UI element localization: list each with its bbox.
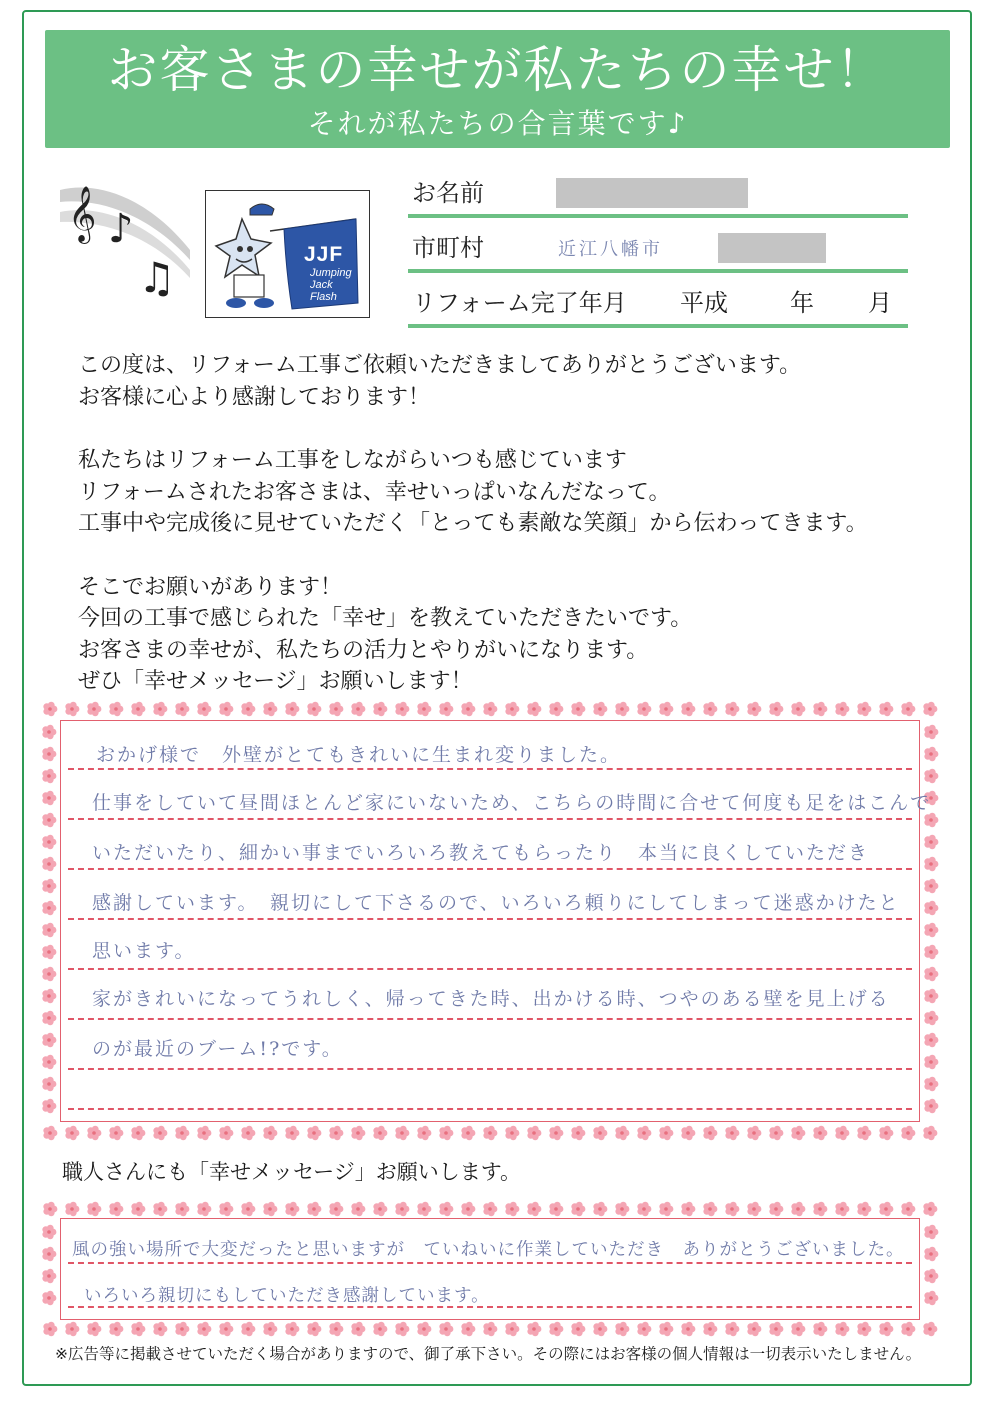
flower-icon xyxy=(439,1322,453,1336)
flower-icon xyxy=(42,967,56,981)
flower-icon xyxy=(263,702,277,716)
flower-icon xyxy=(901,1322,915,1336)
city-value: 近江八幡市 xyxy=(558,239,663,260)
flower-icon xyxy=(42,857,56,871)
logo-line2: Jack xyxy=(310,279,333,291)
flower-icon xyxy=(131,1322,145,1336)
flower-icon xyxy=(42,813,56,827)
flower-icon xyxy=(42,1033,56,1047)
name-row xyxy=(408,170,908,218)
flower-icon xyxy=(924,923,938,937)
flower-icon xyxy=(153,1202,167,1216)
flower-icon xyxy=(924,1269,938,1283)
customer-message-box xyxy=(60,720,920,1122)
flower-icon xyxy=(109,702,123,716)
flower-icon xyxy=(351,702,365,716)
flower-icon xyxy=(417,1202,431,1216)
flower-icon xyxy=(65,702,79,716)
flower-icon xyxy=(879,702,893,716)
flower-icon xyxy=(87,702,101,716)
flower-icon xyxy=(351,1126,365,1140)
flower-icon xyxy=(593,1202,607,1216)
flower-icon xyxy=(857,1126,871,1140)
name-label: お名前 xyxy=(412,179,484,207)
flower-icon xyxy=(395,1322,409,1336)
flower-icon xyxy=(725,1322,739,1336)
flower-icon xyxy=(924,747,938,761)
flower-icon xyxy=(241,1126,255,1140)
flower-icon xyxy=(307,1322,321,1336)
flower-icon xyxy=(42,725,56,739)
flower-icon xyxy=(879,1202,893,1216)
month-unit: 月 xyxy=(868,289,892,317)
flower-icon xyxy=(924,857,938,871)
flower-icon xyxy=(42,1269,56,1283)
flower-icon xyxy=(439,1202,453,1216)
flower-icon xyxy=(42,769,56,783)
flower-icon xyxy=(923,1322,937,1336)
flower-icon xyxy=(835,1126,849,1140)
intro-line: お客さまの幸せが、私たちの活力とやりがいになります。 xyxy=(78,637,649,663)
flower-icon xyxy=(615,1126,629,1140)
flower-icon xyxy=(857,702,871,716)
flower-icon xyxy=(615,1202,629,1216)
flower-icon xyxy=(197,702,211,716)
flower-icon xyxy=(219,1202,233,1216)
message-line: いただいたり、細かい事までいろいろ教えてもらったり 本当に良くしていただき xyxy=(92,842,870,864)
flower-icon xyxy=(329,1322,343,1336)
flower-icon xyxy=(571,1202,585,1216)
flower-icon xyxy=(901,1126,915,1140)
flower-icon xyxy=(747,702,761,716)
flower-icon xyxy=(153,1322,167,1336)
flower-icon xyxy=(197,1322,211,1336)
mascot-logo-icon xyxy=(206,191,368,316)
flower-icon xyxy=(637,1126,651,1140)
address-redaction xyxy=(718,233,826,263)
company-logo xyxy=(205,190,370,318)
flower-icon xyxy=(593,702,607,716)
intro-line: ぜひ「幸せメッセージ」お願いします！ xyxy=(78,669,473,694)
flower-icon xyxy=(835,1322,849,1336)
flower-icon xyxy=(813,702,827,716)
flower-icon xyxy=(924,1077,938,1091)
flower-icon xyxy=(505,1126,519,1140)
flower-icon xyxy=(924,1291,938,1305)
flower-icon xyxy=(131,1202,145,1216)
ruled-line xyxy=(68,968,912,970)
flower-icon xyxy=(681,1202,695,1216)
flower-icon xyxy=(813,1322,827,1336)
flower-icon xyxy=(505,702,519,716)
flower-icon xyxy=(924,1247,938,1261)
flower-icon xyxy=(42,1099,56,1113)
flower-icon xyxy=(924,967,938,981)
flower-icon xyxy=(923,1126,937,1140)
flower-icon xyxy=(329,1126,343,1140)
flower-icon xyxy=(65,1202,79,1216)
craftsman-heading: 職人さんにも「幸せメッセージ」お願いします。 xyxy=(62,1160,522,1184)
flower-icon xyxy=(747,1126,761,1140)
flower-icon xyxy=(659,702,673,716)
flower-icon xyxy=(395,1202,409,1216)
flower-icon xyxy=(527,1126,541,1140)
flower-icon xyxy=(42,747,56,761)
ruled-line xyxy=(68,868,912,870)
flower-icon xyxy=(43,1202,57,1216)
flower-icon xyxy=(505,1322,519,1336)
flower-icon xyxy=(483,702,497,716)
flower-icon xyxy=(703,702,717,716)
page-title: お客さまの幸せが私たちの幸せ！ xyxy=(107,41,888,99)
svg-text:♫: ♫ xyxy=(138,253,176,302)
flower-icon xyxy=(791,1322,805,1336)
flower-icon xyxy=(549,1322,563,1336)
flower-icon xyxy=(924,945,938,959)
flower-icon xyxy=(219,1322,233,1336)
flower-icon xyxy=(263,1126,277,1140)
intro-line: お客様に心より感謝しております！ xyxy=(78,384,431,410)
intro-text xyxy=(78,350,938,698)
year-unit: 年 xyxy=(790,289,814,317)
flower-icon xyxy=(483,1322,497,1336)
ruled-line xyxy=(68,1068,912,1070)
intro-line: この度は、リフォーム工事ご依頼いただきましてありがとうございます。 xyxy=(78,353,802,378)
flower-icon xyxy=(461,1126,475,1140)
completion-label: リフォーム完了年月 xyxy=(412,289,627,317)
flower-icon xyxy=(351,1202,365,1216)
intro-line: そこでお願いがあります！ xyxy=(78,574,343,600)
flower-icon xyxy=(924,1055,938,1069)
flower-icon xyxy=(109,1126,123,1140)
flower-icon xyxy=(42,1225,56,1239)
flower-icon xyxy=(241,1322,255,1336)
ruled-line xyxy=(68,768,912,770)
flower-icon xyxy=(769,1202,783,1216)
flower-icon xyxy=(681,1126,695,1140)
flower-icon xyxy=(131,1126,145,1140)
flower-icon xyxy=(373,702,387,716)
flower-icon xyxy=(461,1202,475,1216)
flower-icon xyxy=(769,702,783,716)
flower-icon xyxy=(615,702,629,716)
flower-icon xyxy=(791,1126,805,1140)
flower-icon xyxy=(43,1126,57,1140)
flower-icon xyxy=(197,1202,211,1216)
flower-icon xyxy=(769,1322,783,1336)
flower-icon xyxy=(924,901,938,915)
flower-icon xyxy=(835,702,849,716)
flower-icon xyxy=(329,1202,343,1216)
flower-icon xyxy=(307,1202,321,1216)
city-row xyxy=(408,225,908,273)
flower-icon xyxy=(571,702,585,716)
flower-icon xyxy=(42,901,56,915)
svg-text:♪: ♪ xyxy=(108,206,134,252)
flower-icon xyxy=(924,1011,938,1025)
message-line: 感謝しています。 親切にして下さるので、いろいろ頼りにしてしまって迷惑かけたと xyxy=(92,892,900,914)
ruled-line xyxy=(68,1262,912,1264)
flower-icon xyxy=(681,1322,695,1336)
flower-icon xyxy=(791,1202,805,1216)
flower-icon xyxy=(725,1202,739,1216)
flower-icon xyxy=(439,702,453,716)
flower-icon xyxy=(285,1126,299,1140)
flower-icon xyxy=(285,1322,299,1336)
flower-icon xyxy=(924,1099,938,1113)
flower-icon xyxy=(42,923,56,937)
flower-icon xyxy=(615,1322,629,1336)
flower-icon xyxy=(42,1247,56,1261)
flower-icon xyxy=(483,1126,497,1140)
page-subtitle: それが私たちの合言葉です♪ xyxy=(307,107,688,140)
flower-icon xyxy=(835,1202,849,1216)
flower-icon xyxy=(65,1126,79,1140)
flower-icon xyxy=(924,725,938,739)
flower-icon xyxy=(197,1126,211,1140)
logo-line1: Jumping xyxy=(310,267,352,279)
flower-icon xyxy=(42,1055,56,1069)
ruled-line xyxy=(68,818,912,820)
flower-icon xyxy=(65,1322,79,1336)
flower-icon xyxy=(549,702,563,716)
intro-line: 工事中や完成後に見せていただく「とっても素敵な笑顔」から伝わってきます。 xyxy=(78,511,868,536)
flower-icon xyxy=(924,1225,938,1239)
craftsman-message-line: いろいろ親切にもしていただき感謝しています。 xyxy=(84,1286,490,1306)
flower-icon xyxy=(461,1322,475,1336)
flower-icon xyxy=(747,1322,761,1336)
flower-icon xyxy=(857,1202,871,1216)
flower-icon xyxy=(373,1322,387,1336)
flower-icon xyxy=(109,1202,123,1216)
flower-icon xyxy=(923,702,937,716)
svg-text:𝄞: 𝄞 xyxy=(68,186,97,242)
flower-icon xyxy=(43,702,57,716)
flower-icon xyxy=(42,945,56,959)
flower-icon xyxy=(924,769,938,783)
flower-icon xyxy=(549,1126,563,1140)
city-label: 市町村 xyxy=(412,234,484,262)
footnote: ※広告等に掲載させていただく場合がありますので、御了承下さい。その際にはお客様の個人情報は一切表示いたしません。 xyxy=(55,1345,922,1363)
message-line: 仕事をしていて昼間ほとんど家にいないため、こちらの時間に合せて何度も足をはこんで xyxy=(92,792,932,814)
flower-icon xyxy=(461,702,475,716)
ruled-line xyxy=(68,1108,912,1110)
flower-icon xyxy=(659,1322,673,1336)
intro-line: 私たちはリフォーム工事をしながらいつも感じています xyxy=(78,448,627,473)
flower-icon xyxy=(527,1202,541,1216)
flower-icon xyxy=(285,1202,299,1216)
flower-icon xyxy=(263,1322,277,1336)
flower-icon xyxy=(924,879,938,893)
flower-icon xyxy=(42,1077,56,1091)
flower-icon xyxy=(153,702,167,716)
name-redaction xyxy=(556,178,748,208)
ruled-line xyxy=(68,1018,912,1020)
flower-icon xyxy=(109,1322,123,1336)
flower-icon xyxy=(527,1322,541,1336)
flower-icon xyxy=(725,1126,739,1140)
flower-icon xyxy=(924,989,938,1003)
flower-icon xyxy=(725,702,739,716)
flower-icon xyxy=(505,1202,519,1216)
message-line: のが最近のブーム!?です。 xyxy=(92,1038,343,1060)
flower-icon xyxy=(395,1126,409,1140)
flower-icon xyxy=(373,1202,387,1216)
flower-icon xyxy=(42,1291,56,1305)
flower-icon xyxy=(659,1202,673,1216)
flower-icon xyxy=(417,1322,431,1336)
flower-icon xyxy=(813,1126,827,1140)
flower-icon xyxy=(703,1202,717,1216)
flower-icon xyxy=(637,702,651,716)
flower-icon xyxy=(924,835,938,849)
flower-icon xyxy=(131,702,145,716)
flower-icon xyxy=(593,1126,607,1140)
intro-line: 今回の工事で感じられた「幸せ」を教えていただきたいです。 xyxy=(78,606,693,631)
message-line: 家がきれいになってうれしく、帰ってきた時、出かける時、つやのある壁を見上げる xyxy=(92,988,890,1010)
flower-icon xyxy=(571,1126,585,1140)
flower-icon xyxy=(637,1202,651,1216)
music-notes-icon xyxy=(60,160,190,310)
message-line: 思います。 xyxy=(92,940,196,962)
flower-icon xyxy=(307,702,321,716)
flower-icon xyxy=(439,1126,453,1140)
flower-icon xyxy=(87,1202,101,1216)
flower-icon xyxy=(879,1322,893,1336)
flower-icon xyxy=(42,989,56,1003)
flower-icon xyxy=(307,1126,321,1140)
flower-icon xyxy=(527,702,541,716)
flower-icon xyxy=(175,1322,189,1336)
flower-icon xyxy=(175,702,189,716)
flower-icon xyxy=(681,702,695,716)
flower-icon xyxy=(219,702,233,716)
flower-icon xyxy=(373,1126,387,1140)
flower-icon xyxy=(703,1126,717,1140)
craftsman-message-line: 風の強い場所で大変だったと思いますが ていねいに作業していただき ありがとうございました。 xyxy=(72,1240,905,1260)
flower-icon xyxy=(747,1202,761,1216)
flower-icon xyxy=(395,702,409,716)
era-label: 平成 xyxy=(680,289,728,317)
flower-icon xyxy=(175,1202,189,1216)
flower-icon xyxy=(593,1322,607,1336)
flower-icon xyxy=(87,1322,101,1336)
flower-icon xyxy=(659,1126,673,1140)
flower-icon xyxy=(175,1126,189,1140)
flower-icon xyxy=(417,702,431,716)
ruled-line xyxy=(68,918,912,920)
flower-icon xyxy=(549,1202,563,1216)
flower-icon xyxy=(769,1126,783,1140)
message-line: おかげ様で 外壁がとてもきれいに生まれ変りました。 xyxy=(96,744,622,766)
flower-icon xyxy=(857,1322,871,1336)
flower-icon xyxy=(241,1202,255,1216)
flower-icon xyxy=(263,1202,277,1216)
flower-icon xyxy=(879,1126,893,1140)
flower-icon xyxy=(637,1322,651,1336)
flower-icon xyxy=(923,1202,937,1216)
flower-icon xyxy=(285,702,299,716)
flower-icon xyxy=(42,1011,56,1025)
intro-line: リフォームされたお客さまは、幸せいっぱいなんだなって。 xyxy=(78,479,671,505)
flower-icon xyxy=(791,702,805,716)
flower-icon xyxy=(87,1126,101,1140)
flower-icon xyxy=(901,1202,915,1216)
flower-icon xyxy=(351,1322,365,1336)
flower-icon xyxy=(42,879,56,893)
completion-row xyxy=(408,280,908,328)
flower-icon xyxy=(483,1202,497,1216)
flower-icon xyxy=(417,1126,431,1140)
flower-icon xyxy=(703,1322,717,1336)
flower-icon xyxy=(42,835,56,849)
flower-icon xyxy=(329,702,343,716)
flower-icon xyxy=(924,1033,938,1047)
logo-abbr: JJF xyxy=(304,243,344,266)
flower-icon xyxy=(43,1322,57,1336)
flower-icon xyxy=(219,1126,233,1140)
flower-icon xyxy=(571,1322,585,1336)
logo-line3: Flash xyxy=(310,291,337,303)
flower-icon xyxy=(901,702,915,716)
flower-icon xyxy=(42,791,56,805)
flower-icon xyxy=(813,1202,827,1216)
flower-icon xyxy=(153,1126,167,1140)
header-banner xyxy=(45,30,950,148)
flower-icon xyxy=(241,702,255,716)
